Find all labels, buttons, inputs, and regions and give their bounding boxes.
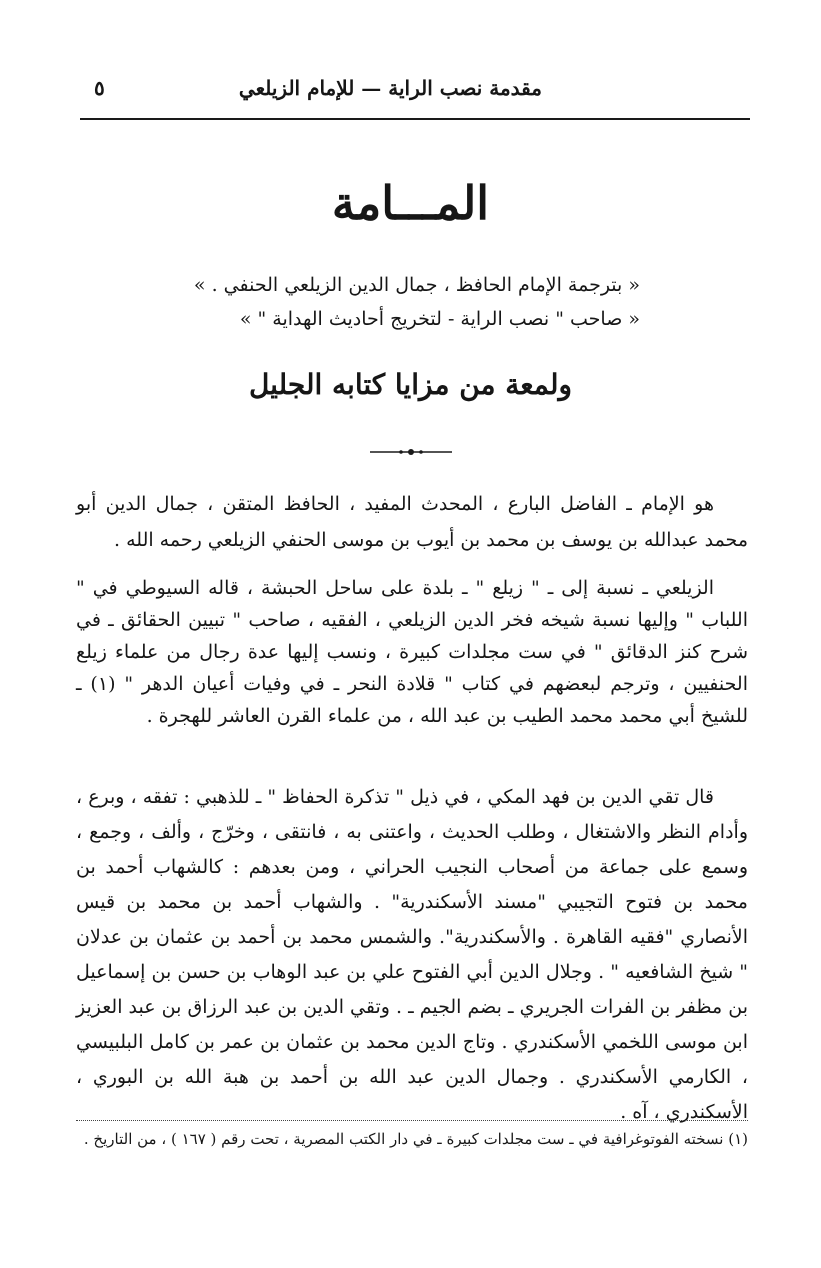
footnote-rule xyxy=(76,1120,748,1121)
running-header xyxy=(82,76,750,116)
paragraph-1: هو الإمام ـ الفاضل البارع ، المحدث المفيد ، الحافظ المتقن ، جمال الدين أبو محمد عبدالله بن يوسف بن محمد بن أيوب بن موسى الحنفي الزيلعي رحمه الله . xyxy=(76,493,748,551)
main-title: المـــامة xyxy=(331,176,490,230)
subtitle-line-2: « صاحب " نصب الراية - لتخريج أحاديث الهداية " » xyxy=(239,308,640,330)
header-rule xyxy=(80,118,750,120)
ornament-divider xyxy=(368,446,454,458)
page-number: ٥ xyxy=(94,76,105,100)
section-heading: ولمعة من مزايا كتابه الجليل xyxy=(248,368,573,401)
paragraph-2-block xyxy=(76,572,748,732)
paragraph-3: قال تقي الدين بن فهد المكي ، في ذيل " تذكرة الحفاظ " ـ للذهبي : تفقه ، وبرع ، وأدام النظر والاشتغال ، وطلب الحديث ، واعتنى به ، فانتقى ، وخرّج ، وألف ، وجمع ، وسمع على جماعة من أصحاب النجيب الحراني ، ومن بعدهم : كالشهاب أحمد بن محمد بن فتوح التجيبي "مسند الأسكندرية" . والشهاب أحمد بن محمد بن قيس الأنصاري "فقيه القاهرة . والأسكندرية". والشمس محمد بن أحمد بن عثمان بن عدلان " شيخ الشافعيه " . وجلال الدين أبي الفتوح علي بن عبد الوهاب بن حسن بن إسماعيل بن مظفر بن الفرات الجريري ـ بضم الجيم ـ . وتقي الدين بن عبد الرزاق بن عبد العزيز ابن موسى اللخمي الأسكندري . وتاج الدين محمد بن عثمان بن عمر بن كامل البلبيسي ، الكارمي الأسكندري . وجمال الدين عبد الله بن أحمد بن هبة الله بن البوري ، الأسكندري ، آه . xyxy=(76,786,748,1123)
subtitle-line-1: « بترجمة الإمام الحافظ ، جمال الدين الزيلعي الحنفي . » xyxy=(193,274,640,296)
paragraph-2: الزيلعي ـ نسبة إلى ـ " زيلع " ـ بلدة على ساحل الحبشة ، قاله السيوطي في " اللباب " وإليها نسبة شيخه فخر الدين الزيلعي ، الفقيه ، صاحب " تبيين الحقائق ـ في شرح كنز الدقائق " في ست مجلدات كبيرة ، ونسب إليها عدة رجال من علماء زيلع الحنفيين ، وترجم لبعضهم في كتاب " قلادة النحر ـ في وفيات أعيان الدهر " (١) ـ للشيخ أبي محمد محمد الطيب بن عبد الله ، من علماء القرن العاشر للهجرة . xyxy=(76,577,748,727)
footnote: (١) نسخته الفوتوغرافية في ـ ست مجلدات كبيرة ـ في دار الكتب المصرية ، تحت رقم ( ١٦٧ ) ، من التاريخ . xyxy=(83,1130,748,1148)
paragraph-1-block xyxy=(76,486,748,558)
running-title: مقدمة نصب الراية — للإمام الزيلعي xyxy=(238,76,542,100)
paragraph-3-block xyxy=(76,780,748,1130)
